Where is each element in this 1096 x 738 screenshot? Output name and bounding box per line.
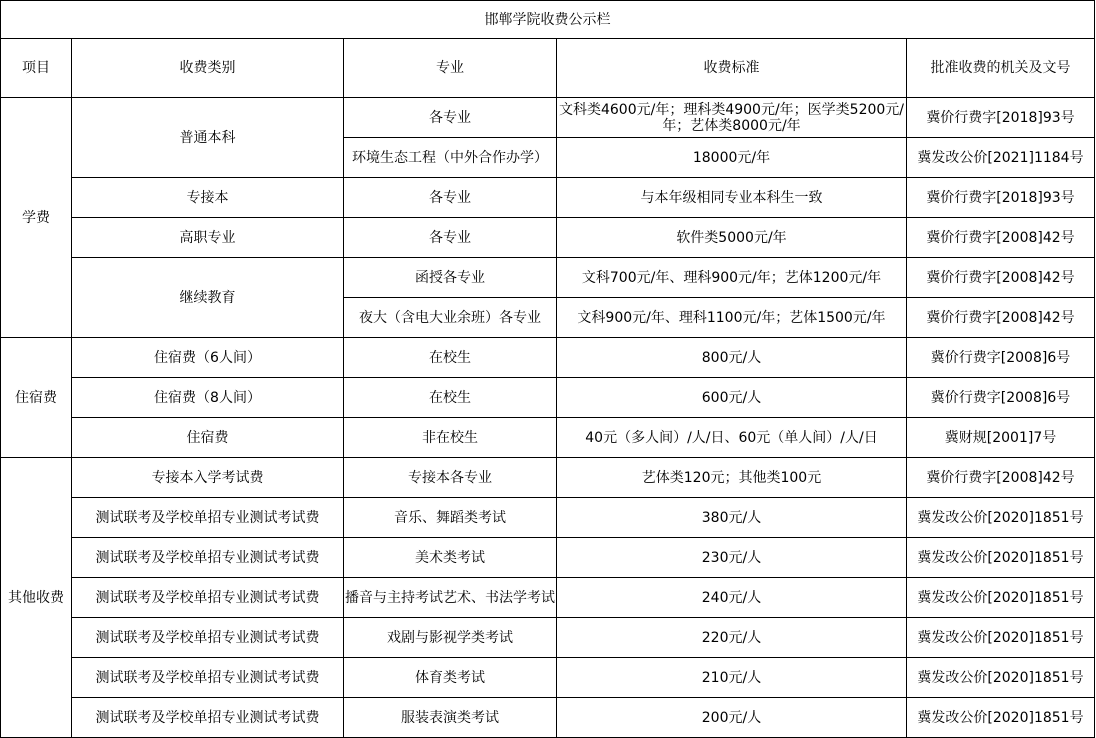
approval-cell: 冀发改公价[2020]1851号 (907, 538, 1095, 578)
section-accommodation: 住宿费 (1, 338, 72, 458)
major-cell: 各专业 (344, 178, 557, 218)
approval-cell: 冀财规[2001]7号 (907, 418, 1095, 458)
table-row (1, 458, 1095, 498)
standard-cell: 与本年级相同专业本科生一致 (557, 178, 907, 218)
major-cell: 服装表演类考试 (344, 698, 557, 738)
approval-cell: 冀发改公价[2021]1184号 (907, 138, 1095, 178)
major-cell: 各专业 (344, 98, 557, 138)
standard-cell: 文科类4600元/年；理科类4900元/年；医学类5200元/年；艺体类8000元/年 (557, 98, 907, 138)
approval-cell: 冀价行费字[2008]42号 (907, 258, 1095, 298)
major-cell: 戏剧与影视学类考试 (344, 618, 557, 658)
approval-cell: 冀发改公价[2020]1851号 (907, 658, 1095, 698)
standard-cell: 230元/人 (557, 538, 907, 578)
standard-cell: 文科700元/年、理科900元/年；艺体1200元/年 (557, 258, 907, 298)
table-row (1, 218, 1095, 258)
table-row (1, 498, 1095, 538)
category-cell: 测试联考及学校单招专业测试考试费 (72, 658, 344, 698)
major-cell: 函授各专业 (344, 258, 557, 298)
standard-cell: 200元/人 (557, 698, 907, 738)
title-row (1, 1, 1095, 39)
approval-cell: 冀发改公价[2020]1851号 (907, 698, 1095, 738)
section-other: 其他收费 (1, 458, 72, 738)
standard-cell: 800元/人 (557, 338, 907, 378)
standard-cell: 240元/人 (557, 578, 907, 618)
approval-cell: 冀发改公价[2020]1851号 (907, 498, 1095, 538)
header-item: 项目 (1, 39, 72, 98)
table-row (1, 698, 1095, 738)
approval-cell: 冀价行费字[2018]93号 (907, 178, 1095, 218)
table-row (1, 578, 1095, 618)
category-cell: 专接本 (72, 178, 344, 218)
table-row (1, 98, 1095, 138)
section-tuition: 学费 (1, 98, 72, 338)
standard-cell: 软件类5000元/年 (557, 218, 907, 258)
approval-cell: 冀发改公价[2020]1851号 (907, 618, 1095, 658)
approval-cell: 冀价行费字[2008]42号 (907, 458, 1095, 498)
category-cell: 住宿费（6人间） (72, 338, 344, 378)
table-row (1, 658, 1095, 698)
major-cell: 播音与主持考试艺术、书法学考试 (344, 578, 557, 618)
major-cell: 非在校生 (344, 418, 557, 458)
major-cell: 体育类考试 (344, 658, 557, 698)
category-cell: 高职专业 (72, 218, 344, 258)
major-cell: 环境生态工程（中外合作办学） (344, 138, 557, 178)
approval-cell: 冀价行费字[2008]42号 (907, 298, 1095, 338)
standard-cell: 380元/人 (557, 498, 907, 538)
standard-cell: 艺体类120元；其他类100元 (557, 458, 907, 498)
category-cell: 测试联考及学校单招专业测试考试费 (72, 698, 344, 738)
approval-cell: 冀价行费字[2008]6号 (907, 378, 1095, 418)
category-cell: 普通本科 (72, 98, 344, 178)
table-row (1, 258, 1095, 298)
header-major: 专业 (344, 39, 557, 98)
header-row (1, 39, 1095, 98)
category-cell: 测试联考及学校单招专业测试考试费 (72, 498, 344, 538)
table-row (1, 538, 1095, 578)
standard-cell: 210元/人 (557, 658, 907, 698)
approval-cell: 冀价行费字[2008]42号 (907, 218, 1095, 258)
category-cell: 住宿费（8人间） (72, 378, 344, 418)
approval-cell: 冀价行费字[2008]6号 (907, 338, 1095, 378)
header-approval: 批准收费的机关及文号 (907, 39, 1095, 98)
standard-cell: 220元/人 (557, 618, 907, 658)
major-cell: 在校生 (344, 338, 557, 378)
category-cell: 专接本入学考试费 (72, 458, 344, 498)
table-row (1, 618, 1095, 658)
table-row (1, 178, 1095, 218)
standard-cell: 40元（多人间）/人/日、60元（单人间）/人/日 (557, 418, 907, 458)
header-category: 收费类别 (72, 39, 344, 98)
major-cell: 音乐、舞蹈类考试 (344, 498, 557, 538)
table-row (1, 338, 1095, 378)
approval-cell: 冀价行费字[2018]93号 (907, 98, 1095, 138)
table-row (1, 418, 1095, 458)
standard-cell: 文科900元/年、理科1100元/年；艺体1500元/年 (557, 298, 907, 338)
table-row (1, 378, 1095, 418)
standard-cell: 18000元/年 (557, 138, 907, 178)
major-cell: 夜大（含电大业余班）各专业 (344, 298, 557, 338)
standard-cell: 600元/人 (557, 378, 907, 418)
major-cell: 各专业 (344, 218, 557, 258)
major-cell: 美术类考试 (344, 538, 557, 578)
major-cell: 在校生 (344, 378, 557, 418)
category-cell: 住宿费 (72, 418, 344, 458)
approval-cell: 冀发改公价[2020]1851号 (907, 578, 1095, 618)
major-cell: 专接本各专业 (344, 458, 557, 498)
category-cell: 继续教育 (72, 258, 344, 338)
header-standard: 收费标准 (557, 39, 907, 98)
category-cell: 测试联考及学校单招专业测试考试费 (72, 538, 344, 578)
category-cell: 测试联考及学校单招专业测试考试费 (72, 578, 344, 618)
page-title: 邯郸学院收费公示栏 (1, 1, 1095, 39)
category-cell: 测试联考及学校单招专业测试考试费 (72, 618, 344, 658)
